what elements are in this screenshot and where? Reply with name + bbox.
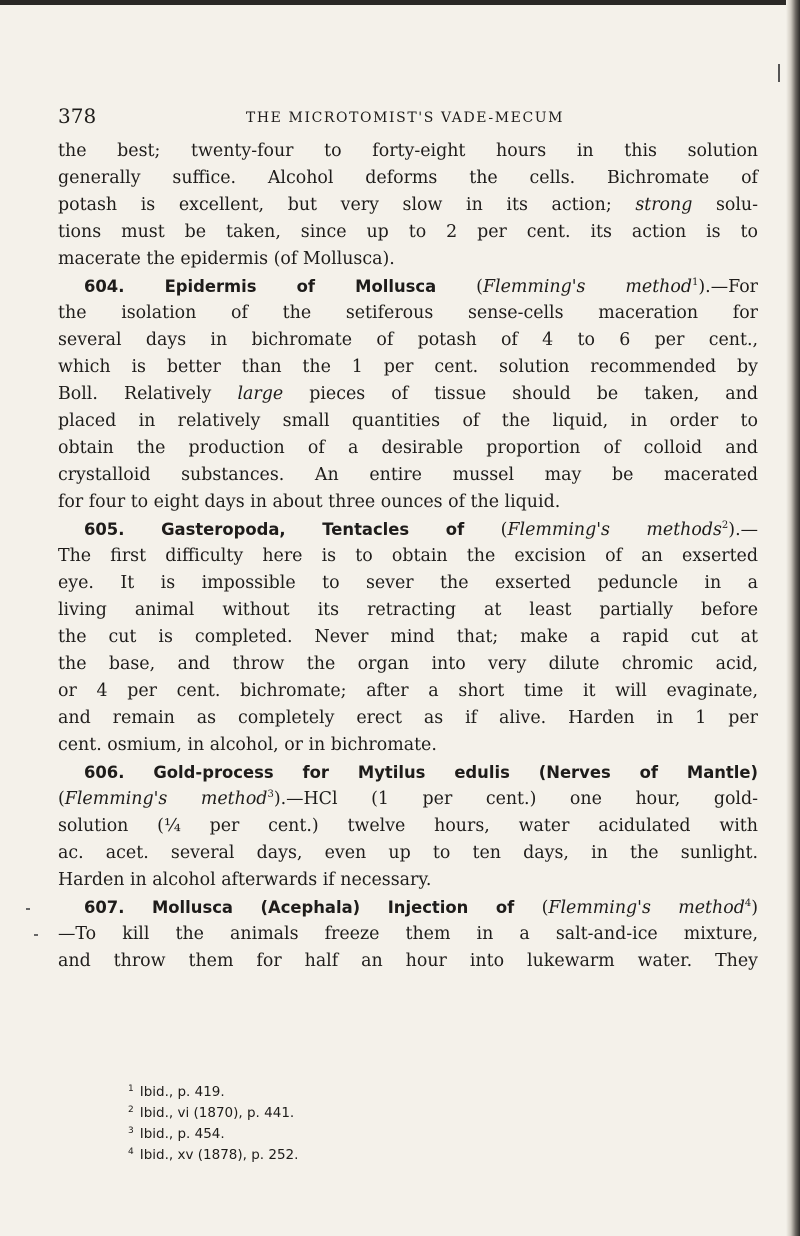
margin-mark xyxy=(26,908,30,910)
edge-mark xyxy=(778,64,780,82)
section-heading-604: 604. Epidermis of Mollusca (Flemming's method$^1$).—For xyxy=(84,277,758,297)
page-header xyxy=(58,104,758,134)
text-line: potash is excellent, but very slow in its action; strong solu- xyxy=(58,195,759,215)
page-edge-shadow xyxy=(786,0,800,1236)
text-line: or 4 per cent. bichromate; after a short time it will evaginate, xyxy=(58,681,758,701)
text-line: Boll. Relatively large pieces of tissue should be taken, and xyxy=(58,384,759,404)
running-head: THE MICROTOMIST'S VADE-MECUM xyxy=(245,110,565,126)
text-line: crystalloid substances. An entire mussel may be macerated xyxy=(58,465,758,485)
text-line: the cut is completed. Never mind that; make a rapid cut at xyxy=(58,627,758,647)
top-rule xyxy=(0,0,800,5)
text-line: living animal without its retracting at least partially before xyxy=(58,600,758,620)
text-line: (Flemming's method$^3$).—HCl (1 per cent.) one hour, gold- xyxy=(58,789,758,809)
text-line: placed in relatively small quantities of the liquid, in order to xyxy=(58,411,758,431)
text-line: and remain as completely erect as if alive. Harden in 1 per xyxy=(58,708,758,728)
text-line: the base, and throw the organ into very dilute chromic acid, xyxy=(58,654,758,674)
text-line: Harden in alcohol afterwards if necessary. xyxy=(58,870,432,890)
text-line: obtain the production of a desirable proportion of colloid and xyxy=(58,438,758,458)
text-line: eye. It is impossible to sever the exserted peduncle in a xyxy=(58,573,758,593)
text-line: for four to eight days in about three ounces of the liquid. xyxy=(58,492,561,512)
footnote: $^1$ Ibid., p. 419. xyxy=(128,1083,225,1100)
text-line: and throw them for half an hour into lukewarm water. They xyxy=(58,951,758,971)
text-line: which is better than the 1 per cent. solution recommended by xyxy=(58,357,758,377)
margin-mark xyxy=(34,934,38,936)
section-heading-606: 606. Gold-process for Mytilus edulis (Nerves of Mantle) xyxy=(84,763,758,782)
footnotes xyxy=(128,1082,528,1166)
section-heading-605: 605. Gasteropoda, Tentacles of (Flemming's methods$^2$).— xyxy=(84,520,758,540)
footnote: $^2$ Ibid., vi (1870), p. 441. xyxy=(128,1104,295,1121)
page-number: 378 xyxy=(58,104,97,128)
text-line: macerate the epidermis (of Mollusca). xyxy=(58,249,395,269)
text-line: solution (¼ per cent.) twelve hours, water acidulated with xyxy=(58,816,758,836)
body-text xyxy=(58,138,758,975)
text-line: tions must be taken, since up to 2 per cent. its action is to xyxy=(58,222,758,242)
text-line: The first difficulty here is to obtain the excision of an exserted xyxy=(58,546,758,566)
text-line: generally suffice. Alcohol deforms the cells. Bichromate of xyxy=(58,168,758,188)
footnote: $^4$ Ibid., xv (1878), p. 252. xyxy=(128,1146,299,1163)
italic-word: strong xyxy=(635,195,693,215)
footnote: $^3$ Ibid., p. 454. xyxy=(128,1125,225,1142)
text-line: cent. osmium, in alcohol, or in bichromate. xyxy=(58,735,437,755)
text-line: the best; twenty-four to forty-eight hours in this solution xyxy=(58,141,758,161)
italic-word: large xyxy=(237,384,284,404)
text-line: ac. acet. several days, even up to ten days, in the sunlight. xyxy=(58,843,758,863)
text-line: several days in bichromate of potash of 4 to 6 per cent., xyxy=(58,330,758,350)
text-line: the isolation of the setiferous sense-cells maceration for xyxy=(58,303,758,323)
text-line: —To kill the animals freeze them in a salt-and-ice mixture, xyxy=(58,924,758,944)
section-heading-607: 607. Mollusca (Acephala) Injection of (Flemming's method$^4$) xyxy=(84,898,758,918)
